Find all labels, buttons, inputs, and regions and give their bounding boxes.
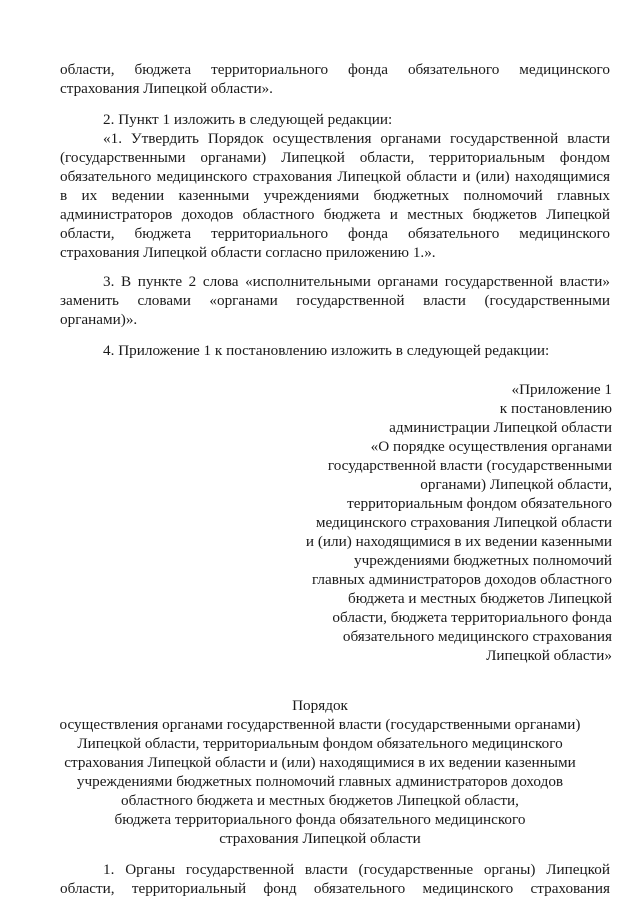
appendix-header-line: территориальным фондом обязательного bbox=[347, 495, 612, 512]
appendix-header-line: «Приложение 1 bbox=[511, 381, 612, 398]
item3-line: органами)». bbox=[60, 311, 138, 328]
item2-line: в их ведении казенными учреждениями бюджетных полномочий главных bbox=[60, 187, 610, 204]
item2-line: обязательного медицинского страхования Липецкой области и (или) находящимися bbox=[60, 168, 610, 185]
appendix-header-line: медицинского страхования Липецкой области bbox=[315, 514, 612, 531]
item3-line: 3. В пункте 2 слова «исполнительными органами государственной власти» bbox=[103, 273, 610, 290]
order-title-line: осуществления органами государственной власти (государственными органами) bbox=[59, 716, 581, 733]
appendix-header-line: «О порядке осуществления органами bbox=[370, 438, 612, 455]
intro-line: области, бюджета территориального фонда обязательного медицинского bbox=[60, 61, 610, 78]
order-title-line: страхования Липецкой области и (или) находящимися в их ведении казенными bbox=[64, 754, 576, 771]
appendix-header-line: администрации Липецкой области bbox=[389, 419, 612, 436]
item2-line: «1. Утвердить Порядок осуществления органами государственной власти bbox=[103, 130, 610, 147]
appendix-header-line: главных администраторов доходов областного bbox=[311, 571, 612, 588]
item4-text: 4. Приложение 1 к постановлению изложить в следующей редакции: bbox=[103, 342, 550, 359]
section1-line: области, территориальный фонд обязательного медицинского страхования bbox=[60, 880, 610, 897]
order-title-line: учреждениями бюджетных полномочий главных администраторов доходов bbox=[76, 773, 564, 790]
item2-line: администраторов доходов областного бюджета и местных бюджетов Липецкой bbox=[60, 206, 610, 223]
appendix-header-line: органами) Липецкой области, bbox=[420, 476, 612, 493]
item2-line: области, бюджета территориального фонда обязательного медицинского bbox=[60, 225, 610, 242]
appendix-header-line: бюджета и местных бюджетов Липецкой bbox=[348, 590, 612, 607]
appendix-header-line: области, бюджета территориального фонда bbox=[332, 609, 612, 626]
order-title-line: Липецкой области, территориальным фондом обязательного медицинского bbox=[77, 735, 563, 752]
order-title-line: бюджета территориального фонда обязательного медицинского bbox=[114, 811, 526, 828]
section1-line: 1. Органы государственной власти (государственные органы) Липецкой bbox=[103, 861, 610, 878]
order-title-line: областного бюджета и местных бюджетов Липецкой области, bbox=[121, 792, 519, 809]
intro-line: страхования Липецкой области». bbox=[60, 80, 273, 97]
appendix-header-line: Липецкой области» bbox=[486, 647, 612, 664]
order-title-line: страхования Липецкой области bbox=[219, 830, 421, 847]
appendix-header-line: государственной власти (государственными bbox=[327, 457, 612, 474]
item2-line: (государственными органами) Липецкой области, территориальным фондом bbox=[60, 149, 610, 166]
order-title: Порядок bbox=[292, 697, 348, 714]
appendix-header-line: учреждениями бюджетных полномочий bbox=[354, 552, 612, 569]
appendix-header-line: и (или) находящимися в их ведении казенными bbox=[305, 533, 612, 550]
item2-heading: 2. Пункт 1 изложить в следующей редакции: bbox=[103, 111, 393, 128]
appendix-header-line: обязательного медицинского страхования bbox=[342, 628, 612, 645]
item2-line: страхования Липецкой области согласно приложению 1.». bbox=[60, 244, 436, 261]
appendix-header-line: к постановлению bbox=[499, 400, 612, 417]
item3-line: заменить словами «органами государственной власти (государственными bbox=[60, 292, 610, 309]
